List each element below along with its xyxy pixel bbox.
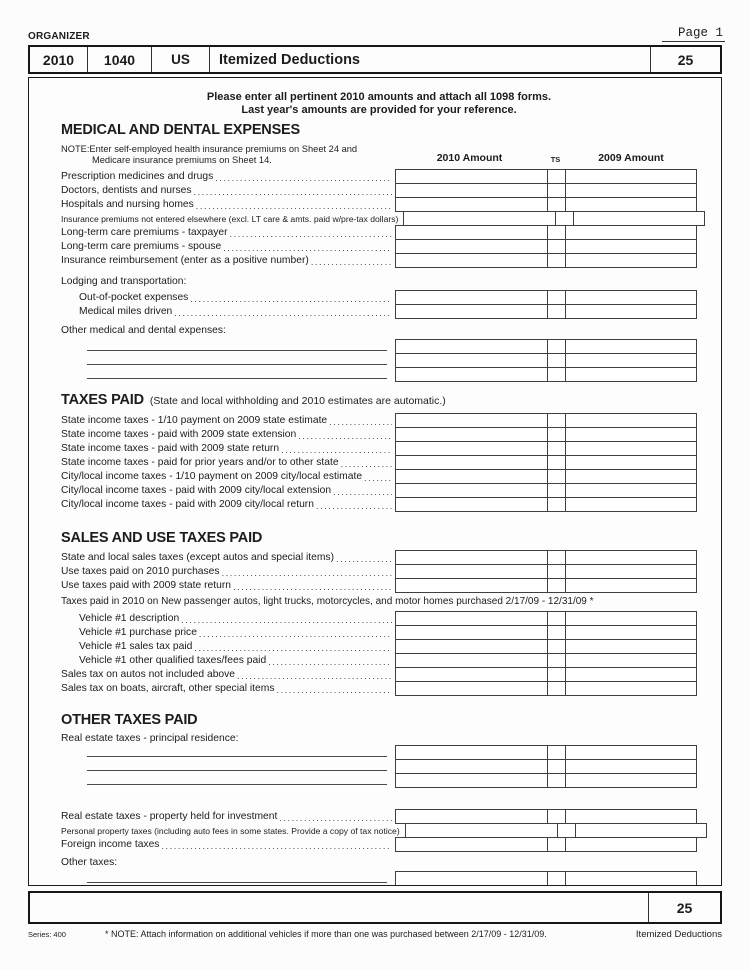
ts-field[interactable] bbox=[547, 304, 566, 319]
header-year: 2010 bbox=[30, 47, 88, 72]
column-header-2009-amount: 2009 Amount bbox=[598, 152, 664, 164]
ts-field[interactable] bbox=[547, 681, 566, 696]
ts-field[interactable] bbox=[547, 578, 566, 593]
amount-2009-field[interactable] bbox=[565, 497, 697, 512]
amount-2010-field[interactable] bbox=[395, 639, 548, 654]
row-label: Doctors, dentists and nurses bbox=[61, 185, 192, 196]
amount-2010-field[interactable] bbox=[395, 441, 548, 456]
amount-2010-field[interactable] bbox=[395, 197, 548, 212]
amount-boxes bbox=[395, 625, 697, 640]
form-row bbox=[61, 469, 697, 484]
row-label: Use taxes paid with 2009 state return bbox=[61, 580, 231, 591]
ts-field[interactable] bbox=[547, 483, 566, 498]
dotted-leader bbox=[316, 501, 392, 511]
dotted-leader bbox=[230, 229, 392, 239]
write-in-line[interactable] bbox=[87, 349, 387, 351]
amount-2010-field[interactable] bbox=[395, 455, 548, 470]
amount-2010-field[interactable] bbox=[395, 253, 548, 268]
lodging-label: Lodging and transportation: bbox=[61, 276, 187, 287]
form-row bbox=[61, 455, 697, 470]
amount-2010-field[interactable] bbox=[395, 239, 548, 254]
form-row bbox=[61, 611, 697, 626]
amount-2009-field[interactable] bbox=[565, 885, 697, 886]
row-label: Sales tax on autos not included above bbox=[61, 669, 236, 680]
write-in-row bbox=[61, 353, 697, 368]
ts-field[interactable] bbox=[547, 427, 566, 442]
write-in-line[interactable] bbox=[87, 769, 387, 771]
row-label: City/local income taxes - 1/10 payment on 2009 city/local estimate bbox=[61, 471, 363, 482]
form-row bbox=[61, 225, 697, 240]
form-row bbox=[61, 211, 697, 226]
amount-2009-field[interactable] bbox=[565, 809, 697, 824]
amount-2009-field[interactable] bbox=[575, 823, 707, 838]
amount-2009-field[interactable] bbox=[565, 169, 697, 184]
amount-2010-field[interactable] bbox=[395, 837, 548, 852]
amount-2009-field[interactable] bbox=[565, 183, 697, 198]
dotted-leader bbox=[279, 813, 392, 823]
section-title-taxes-paid: TAXES PAID bbox=[61, 392, 144, 408]
ts-field[interactable] bbox=[547, 197, 566, 212]
amount-2009-field[interactable] bbox=[565, 290, 697, 305]
section-title-other-taxes: OTHER TAXES PAID bbox=[61, 712, 198, 728]
other-medical-label: Other medical and dental expenses: bbox=[61, 325, 226, 336]
realestate-writein-grid bbox=[61, 745, 697, 788]
amount-boxes bbox=[395, 639, 697, 654]
amount-2010-field[interactable] bbox=[395, 885, 548, 886]
write-in-row bbox=[61, 773, 697, 788]
column-headers bbox=[393, 152, 697, 165]
row-label: Vehicle #1 purchase price bbox=[79, 627, 197, 638]
write-in-line[interactable] bbox=[87, 363, 387, 365]
amount-2009-field[interactable] bbox=[565, 483, 697, 498]
form-row bbox=[61, 497, 697, 512]
amount-2010-field[interactable] bbox=[395, 497, 548, 512]
amount-2010-field[interactable] bbox=[395, 339, 548, 354]
form-row bbox=[61, 197, 697, 212]
amount-2009-field[interactable] bbox=[565, 455, 697, 470]
amount-boxes bbox=[395, 871, 697, 886]
write-in-line[interactable] bbox=[87, 783, 387, 785]
amount-2009-field[interactable] bbox=[565, 441, 697, 456]
amount-2009-field[interactable] bbox=[565, 639, 697, 654]
ts-field[interactable] bbox=[547, 564, 566, 579]
medical-note bbox=[61, 144, 393, 165]
amount-2010-field[interactable] bbox=[395, 625, 548, 640]
instructions bbox=[61, 91, 697, 117]
amount-boxes bbox=[395, 469, 697, 484]
row-label: Long-term care premiums - taxpayer bbox=[61, 227, 228, 238]
row-label: Vehicle #1 sales tax paid bbox=[79, 641, 193, 652]
amount-boxes bbox=[395, 413, 697, 428]
row-label: Prescription medicines and drugs bbox=[61, 171, 214, 182]
ts-field[interactable] bbox=[547, 773, 566, 788]
amount-2010-field[interactable] bbox=[395, 809, 548, 824]
amount-2009-field[interactable] bbox=[565, 197, 697, 212]
ts-field[interactable] bbox=[547, 611, 566, 626]
footer-text-row bbox=[28, 929, 722, 940]
lodging-amount-grid bbox=[61, 290, 697, 319]
amount-2010-field[interactable] bbox=[395, 653, 548, 668]
page-number: Page 1 bbox=[662, 26, 725, 42]
sales-taxes-amount-grid bbox=[61, 550, 697, 593]
amount-boxes bbox=[395, 441, 697, 456]
form-row bbox=[61, 441, 697, 456]
form-row bbox=[61, 483, 697, 498]
amount-boxes bbox=[395, 253, 697, 268]
amount-boxes bbox=[395, 773, 697, 788]
realestate-label: Real estate taxes - principal residence: bbox=[61, 733, 239, 744]
ts-field[interactable] bbox=[547, 625, 566, 640]
dotted-leader bbox=[268, 657, 392, 667]
amount-boxes bbox=[395, 483, 697, 498]
amount-2010-field[interactable] bbox=[395, 681, 548, 696]
column-header-2010-amount: 2010 Amount bbox=[436, 152, 503, 164]
row-label: Hospitals and nursing homes bbox=[61, 199, 194, 210]
amount-boxes bbox=[395, 667, 697, 682]
dotted-leader bbox=[336, 554, 392, 564]
write-in-line[interactable] bbox=[87, 377, 387, 379]
amount-2009-field[interactable] bbox=[565, 304, 697, 319]
amount-2010-field[interactable] bbox=[395, 564, 548, 579]
form-row bbox=[61, 681, 697, 696]
amount-2009-field[interactable] bbox=[565, 837, 697, 852]
dotted-leader bbox=[190, 294, 392, 304]
amount-2010-field[interactable] bbox=[395, 169, 548, 184]
amount-2009-field[interactable] bbox=[565, 469, 697, 484]
amount-2009-field[interactable] bbox=[565, 773, 697, 788]
row-label: City/local income taxes - paid with 2009 city/local extension bbox=[61, 485, 332, 496]
row-label: Insurance premiums not entered elsewhere (excl. LT care & amts. paid w/pre-tax dollars) bbox=[61, 214, 399, 224]
amount-2010-field[interactable] bbox=[395, 578, 548, 593]
ts-field[interactable] bbox=[547, 759, 566, 774]
other-taxes-amount-grid bbox=[61, 809, 697, 852]
row-label: Long-term care premiums - spouse bbox=[61, 241, 222, 252]
row-label: State income taxes - paid with 2009 state extension bbox=[61, 429, 297, 440]
amount-2010-field[interactable] bbox=[395, 290, 548, 305]
ts-field[interactable] bbox=[547, 353, 566, 368]
dotted-leader bbox=[364, 473, 392, 483]
ts-field[interactable] bbox=[557, 823, 576, 838]
amount-boxes bbox=[395, 809, 697, 824]
amount-2009-field[interactable] bbox=[565, 653, 697, 668]
amount-2009-field[interactable] bbox=[565, 353, 697, 368]
amount-boxes bbox=[395, 455, 697, 470]
amount-2010-field[interactable] bbox=[395, 773, 548, 788]
header-form-number: 1040 bbox=[88, 47, 152, 72]
form-row bbox=[61, 253, 697, 268]
amount-2010-field[interactable] bbox=[395, 413, 548, 428]
ts-field[interactable] bbox=[547, 809, 566, 824]
amount-2010-field[interactable] bbox=[395, 871, 548, 886]
ts-field[interactable] bbox=[547, 239, 566, 254]
amount-2009-field[interactable] bbox=[565, 413, 697, 428]
amount-2010-field[interactable] bbox=[395, 759, 548, 774]
header-country: US bbox=[152, 47, 210, 72]
amount-2010-field[interactable] bbox=[395, 483, 548, 498]
write-in-row bbox=[61, 745, 697, 760]
dotted-leader bbox=[181, 615, 392, 625]
ts-field[interactable] bbox=[547, 290, 566, 305]
amount-boxes bbox=[395, 745, 697, 760]
amount-boxes bbox=[395, 197, 697, 212]
section-title-medical: MEDICAL AND DENTAL EXPENSES bbox=[61, 122, 300, 138]
ts-field[interactable] bbox=[547, 745, 566, 760]
amount-2009-field[interactable] bbox=[565, 253, 697, 268]
row-label: State income taxes - paid for prior years and/or to other state bbox=[61, 457, 339, 468]
amount-boxes bbox=[395, 759, 697, 774]
amount-boxes bbox=[395, 427, 697, 442]
dotted-leader bbox=[276, 685, 392, 695]
form-row bbox=[61, 625, 697, 640]
write-in-row bbox=[61, 885, 697, 886]
amount-2010-field[interactable] bbox=[403, 211, 556, 226]
amount-boxes bbox=[395, 353, 697, 368]
organizer-label: ORGANIZER bbox=[28, 31, 90, 42]
amount-boxes bbox=[395, 681, 697, 696]
write-in-row bbox=[61, 759, 697, 774]
form-row bbox=[61, 427, 697, 442]
amount-boxes bbox=[395, 183, 697, 198]
vehicles-note: Taxes paid in 2010 on New passenger autos, light trucks, motorcycles, and motor homes purchased 2/17/09 - 12/31/09 * bbox=[61, 596, 594, 607]
ts-field[interactable] bbox=[547, 837, 566, 852]
row-label: State and local sales taxes (except autos and special items) bbox=[61, 552, 335, 563]
row-label: Personal property taxes (including auto fees in some states. Provide a copy of tax notice) bbox=[61, 826, 400, 836]
amount-boxes bbox=[395, 497, 697, 512]
amount-2010-field[interactable] bbox=[405, 823, 558, 838]
form-body bbox=[28, 77, 722, 886]
ts-field[interactable] bbox=[547, 413, 566, 428]
ts-field[interactable] bbox=[547, 550, 566, 565]
amount-boxes bbox=[395, 239, 697, 254]
ts-field[interactable] bbox=[547, 455, 566, 470]
dotted-leader bbox=[174, 308, 392, 318]
form-row bbox=[61, 304, 697, 319]
ts-field[interactable] bbox=[547, 871, 566, 886]
amount-2010-field[interactable] bbox=[395, 367, 548, 382]
row-label: Real estate taxes - property held for investment bbox=[61, 811, 278, 822]
form-row bbox=[61, 413, 697, 428]
amount-2010-field[interactable] bbox=[395, 550, 548, 565]
ts-field[interactable] bbox=[547, 225, 566, 240]
dotted-leader bbox=[222, 568, 392, 578]
taxes-paid-amount-grid bbox=[61, 413, 697, 512]
amount-2010-field[interactable] bbox=[395, 427, 548, 442]
amount-boxes bbox=[395, 653, 697, 668]
ts-field[interactable] bbox=[547, 497, 566, 512]
amount-2009-field[interactable] bbox=[565, 871, 697, 886]
amount-boxes bbox=[395, 290, 697, 305]
dotted-leader bbox=[311, 257, 392, 267]
amount-2010-field[interactable] bbox=[395, 304, 548, 319]
amount-2009-field[interactable] bbox=[565, 564, 697, 579]
dotted-leader bbox=[199, 629, 392, 639]
form-row bbox=[61, 653, 697, 668]
header-sheet-number: 25 bbox=[650, 47, 720, 72]
ts-field[interactable] bbox=[555, 211, 574, 226]
amount-2009-field[interactable] bbox=[565, 367, 697, 382]
dotted-leader bbox=[333, 487, 392, 497]
amount-2010-field[interactable] bbox=[395, 353, 548, 368]
other-taxes-label: Other taxes: bbox=[61, 857, 118, 868]
amount-2009-field[interactable] bbox=[565, 339, 697, 354]
instructions-line2: Last year's amounts are provided for your reference. bbox=[241, 104, 517, 116]
dotted-leader bbox=[161, 841, 392, 851]
footer-bar bbox=[28, 891, 722, 924]
instructions-line1: Please enter all pertinent 2010 amounts and attach all 1098 forms. bbox=[206, 91, 552, 103]
dotted-leader bbox=[237, 671, 392, 681]
write-in-row bbox=[61, 871, 697, 886]
row-label: Sales tax on boats, aircraft, other special items bbox=[61, 683, 275, 694]
other-medical-writein-grid bbox=[61, 339, 697, 382]
amount-boxes bbox=[395, 837, 697, 852]
amount-2009-field[interactable] bbox=[565, 578, 697, 593]
ts-field[interactable] bbox=[547, 639, 566, 654]
dotted-leader bbox=[194, 187, 393, 197]
ts-field[interactable] bbox=[547, 253, 566, 268]
amount-2009-field[interactable] bbox=[565, 611, 697, 626]
amount-boxes bbox=[395, 225, 697, 240]
form-row bbox=[61, 169, 697, 184]
amount-boxes bbox=[395, 339, 697, 354]
form-row bbox=[61, 290, 697, 305]
amount-2009-field[interactable] bbox=[565, 745, 697, 760]
dotted-leader bbox=[329, 417, 392, 427]
form-row bbox=[61, 667, 697, 682]
amount-2010-field[interactable] bbox=[395, 183, 548, 198]
amount-2009-field[interactable] bbox=[565, 625, 697, 640]
section-title-sales-taxes: SALES AND USE TAXES PAID bbox=[61, 530, 263, 546]
column-header-ts: TS bbox=[550, 155, 561, 164]
amount-boxes bbox=[405, 823, 707, 838]
ts-field[interactable] bbox=[547, 339, 566, 354]
amount-2010-field[interactable] bbox=[395, 611, 548, 626]
write-in-line[interactable] bbox=[87, 755, 387, 757]
dotted-leader bbox=[196, 201, 392, 211]
amount-boxes bbox=[403, 211, 705, 226]
amount-boxes bbox=[395, 550, 697, 565]
amount-boxes bbox=[395, 564, 697, 579]
row-label: Use taxes paid on 2010 purchases bbox=[61, 566, 220, 577]
medical-note-and-column-headers bbox=[61, 144, 697, 165]
row-label: Vehicle #1 description bbox=[79, 613, 180, 624]
medical-note-line1: NOTE:Enter self-employed health insurance premiums on Sheet 24 and bbox=[61, 144, 358, 154]
form-row bbox=[61, 639, 697, 654]
amount-2009-field[interactable] bbox=[565, 239, 697, 254]
row-label: Insurance reimbursement (enter as a positive number) bbox=[61, 255, 309, 266]
medical-amount-grid bbox=[61, 169, 697, 268]
amount-boxes bbox=[395, 367, 697, 382]
ts-field[interactable] bbox=[547, 667, 566, 682]
form-row bbox=[61, 837, 697, 852]
footer-doc-title: Itemized Deductions bbox=[635, 929, 722, 940]
form-row bbox=[61, 183, 697, 198]
form-row bbox=[61, 550, 697, 565]
ts-field[interactable] bbox=[547, 653, 566, 668]
amount-2010-field[interactable] bbox=[395, 225, 548, 240]
row-label: State income taxes - paid with 2009 state return bbox=[61, 443, 280, 454]
amount-boxes bbox=[395, 885, 697, 886]
ts-field[interactable] bbox=[547, 183, 566, 198]
amount-2009-field[interactable] bbox=[573, 211, 705, 226]
dotted-leader bbox=[215, 173, 392, 183]
footer-sheet-number: 25 bbox=[648, 893, 720, 922]
amount-2009-field[interactable] bbox=[565, 667, 697, 682]
row-label: City/local income taxes - paid with 2009 city/local return bbox=[61, 499, 314, 510]
amount-2009-field[interactable] bbox=[565, 681, 697, 696]
ts-field[interactable] bbox=[547, 885, 566, 886]
form-row bbox=[61, 823, 697, 838]
amount-2009-field[interactable] bbox=[565, 427, 697, 442]
footer-note: * NOTE: Attach information on additional vehicles if more than one was purchased between 2/17/09 - 12/31/09. bbox=[105, 929, 547, 939]
amount-2010-field[interactable] bbox=[395, 745, 548, 760]
amount-2009-field[interactable] bbox=[565, 759, 697, 774]
ts-field[interactable] bbox=[547, 367, 566, 382]
amount-2010-field[interactable] bbox=[395, 667, 548, 682]
row-label: Foreign income taxes bbox=[61, 839, 160, 850]
footer-series: Series: 400 bbox=[28, 930, 66, 939]
row-label: Vehicle #1 other qualified taxes/fees paid bbox=[79, 655, 267, 666]
form-row bbox=[61, 578, 697, 593]
form-row bbox=[61, 239, 697, 254]
amount-boxes bbox=[395, 578, 697, 593]
amount-2010-field[interactable] bbox=[395, 469, 548, 484]
dotted-leader bbox=[223, 243, 392, 253]
form-header-bar bbox=[28, 45, 722, 74]
section-title-taxes-paid-row bbox=[61, 392, 697, 409]
row-label: Medical miles driven bbox=[79, 306, 173, 317]
dotted-leader bbox=[281, 445, 392, 455]
amount-boxes bbox=[395, 304, 697, 319]
write-in-line[interactable] bbox=[87, 881, 387, 883]
form-title: Itemized Deductions bbox=[219, 51, 360, 68]
amount-boxes bbox=[395, 169, 697, 184]
dotted-leader bbox=[341, 459, 392, 469]
amount-2009-field[interactable] bbox=[565, 225, 697, 240]
other-taxes-writein-grid bbox=[61, 871, 697, 886]
medical-note-line2: Medicare insurance premiums on Sheet 14. bbox=[92, 154, 272, 165]
dotted-leader bbox=[194, 643, 392, 653]
write-in-row bbox=[61, 339, 697, 354]
dotted-leader bbox=[233, 582, 392, 592]
taxes-paid-subtitle: (State and local withholding and 2010 estimates are automatic.) bbox=[149, 395, 446, 407]
row-label: Out-of-pocket expenses bbox=[79, 292, 189, 303]
ts-field[interactable] bbox=[547, 441, 566, 456]
row-label: State income taxes - 1/10 payment on 2009 state estimate bbox=[61, 415, 328, 426]
amount-boxes bbox=[395, 611, 697, 626]
form-row bbox=[61, 809, 697, 824]
amount-2009-field[interactable] bbox=[565, 550, 697, 565]
footer-fill bbox=[30, 893, 648, 922]
ts-field[interactable] bbox=[547, 169, 566, 184]
ts-field[interactable] bbox=[547, 469, 566, 484]
form-row bbox=[61, 564, 697, 579]
dotted-leader bbox=[298, 431, 392, 441]
write-in-row bbox=[61, 367, 697, 382]
page-meta bbox=[28, 26, 725, 42]
vehicles-amount-grid bbox=[61, 611, 697, 696]
